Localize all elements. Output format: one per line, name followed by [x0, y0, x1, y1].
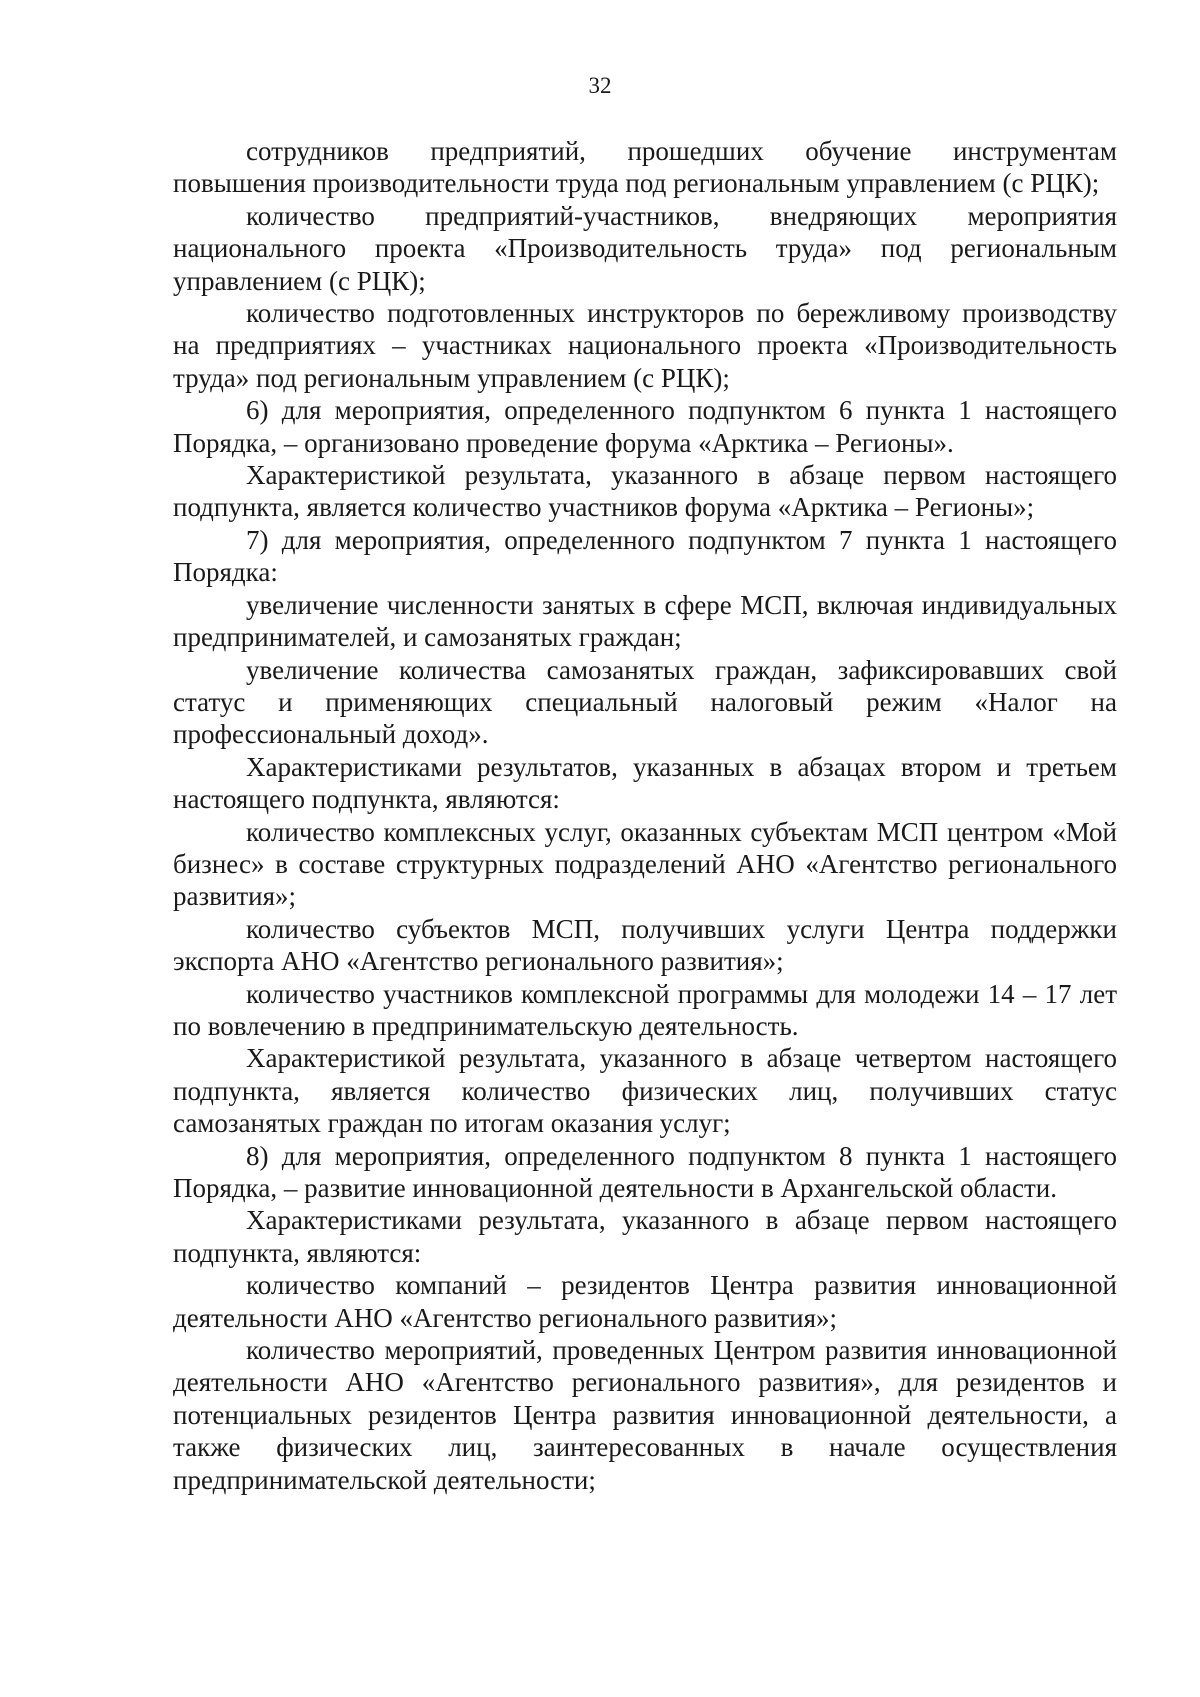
paragraph: количество участников комплексной программы для молодежи 14 – 17 лет по вовлечению в предпринимательскую деятельность. — [173, 978, 1117, 1041]
paragraph: количество компаний – резидентов Центра развития инновационной деятельности АНО «Агентство регионального развития»; — [173, 1270, 1117, 1333]
paragraph: Характеристикой результата, указанного в абзаце четвертом настоящего подпункта, является количество физических лиц, получивших статус самозанятых граждан по итогам оказания услуг; — [173, 1043, 1117, 1139]
paragraph: 6) для мероприятия, определенного подпунктом 6 пункта 1 настоящего Порядка, – организовано проведение форума «Арктика – Регионы». — [173, 395, 1117, 458]
document-body — [173, 135, 1117, 1496]
paragraph: Характеристиками результатов, указанных в абзацах втором и третьем настоящего подпункта, являются: — [173, 751, 1117, 815]
paragraph: увеличение количества самозанятых граждан, зафиксировавших свой статус и применяющих специальный налоговый режим «Налог на профессиональный доход». — [173, 654, 1117, 750]
paragraph: Характеристикой результата, указанного в абзаце первом настоящего подпункта, является количество участников форума «Арктика – Регионы»; — [173, 460, 1117, 523]
page-number: 32 — [588, 73, 612, 98]
paragraph: количество субъектов МСП, получивших услуги Центра поддержки экспорта АНО «Агентство регионального развития»; — [173, 913, 1117, 977]
paragraph: количество мероприятий, проведенных Центром развития инновационной деятельности АНО «Агентство регионального развития», для резидентов и потенциальных резидентов Центра развития инновационной деятельности, а также физических лиц, заинтересованных в начале осуществления предпринимательской деятельности; — [173, 1335, 1117, 1495]
paragraph: сотрудников предприятий, прошедших обучение инструментам повышения производительности труда под региональным управлением (с РЦК); — [173, 136, 1117, 199]
paragraph: количество предприятий-участников, внедряющих мероприятия национального проекта «Производительность труда» под региональным управлением (с РЦК); — [173, 200, 1117, 296]
paragraph: 8) для мероприятия, определенного подпунктом 8 пункта 1 настоящего Порядка, – развитие инновационной деятельности в Архангельской области. — [173, 1140, 1117, 1203]
paragraph: увеличение численности занятых в сфере МСП, включая индивидуальных предпринимателей, и самозанятых граждан; — [173, 589, 1117, 653]
paragraph: Характеристиками результата, указанного в абзаце первом настоящего подпункта, являются: — [173, 1205, 1117, 1268]
paragraph: 7) для мероприятия, определенного подпунктом 7 пункта 1 настоящего Порядка: — [173, 524, 1117, 588]
paragraph: количество подготовленных инструкторов по бережливому производству на предприятиях – участниках национального проекта «Производительность труда» под региональным управлением (с РЦК); — [173, 298, 1117, 393]
paragraph: количество комплексных услуг, оказанных субъектам МСП центром «Мой бизнес» в составе структурных подразделений АНО «Агентство регионального развития»; — [173, 816, 1117, 912]
